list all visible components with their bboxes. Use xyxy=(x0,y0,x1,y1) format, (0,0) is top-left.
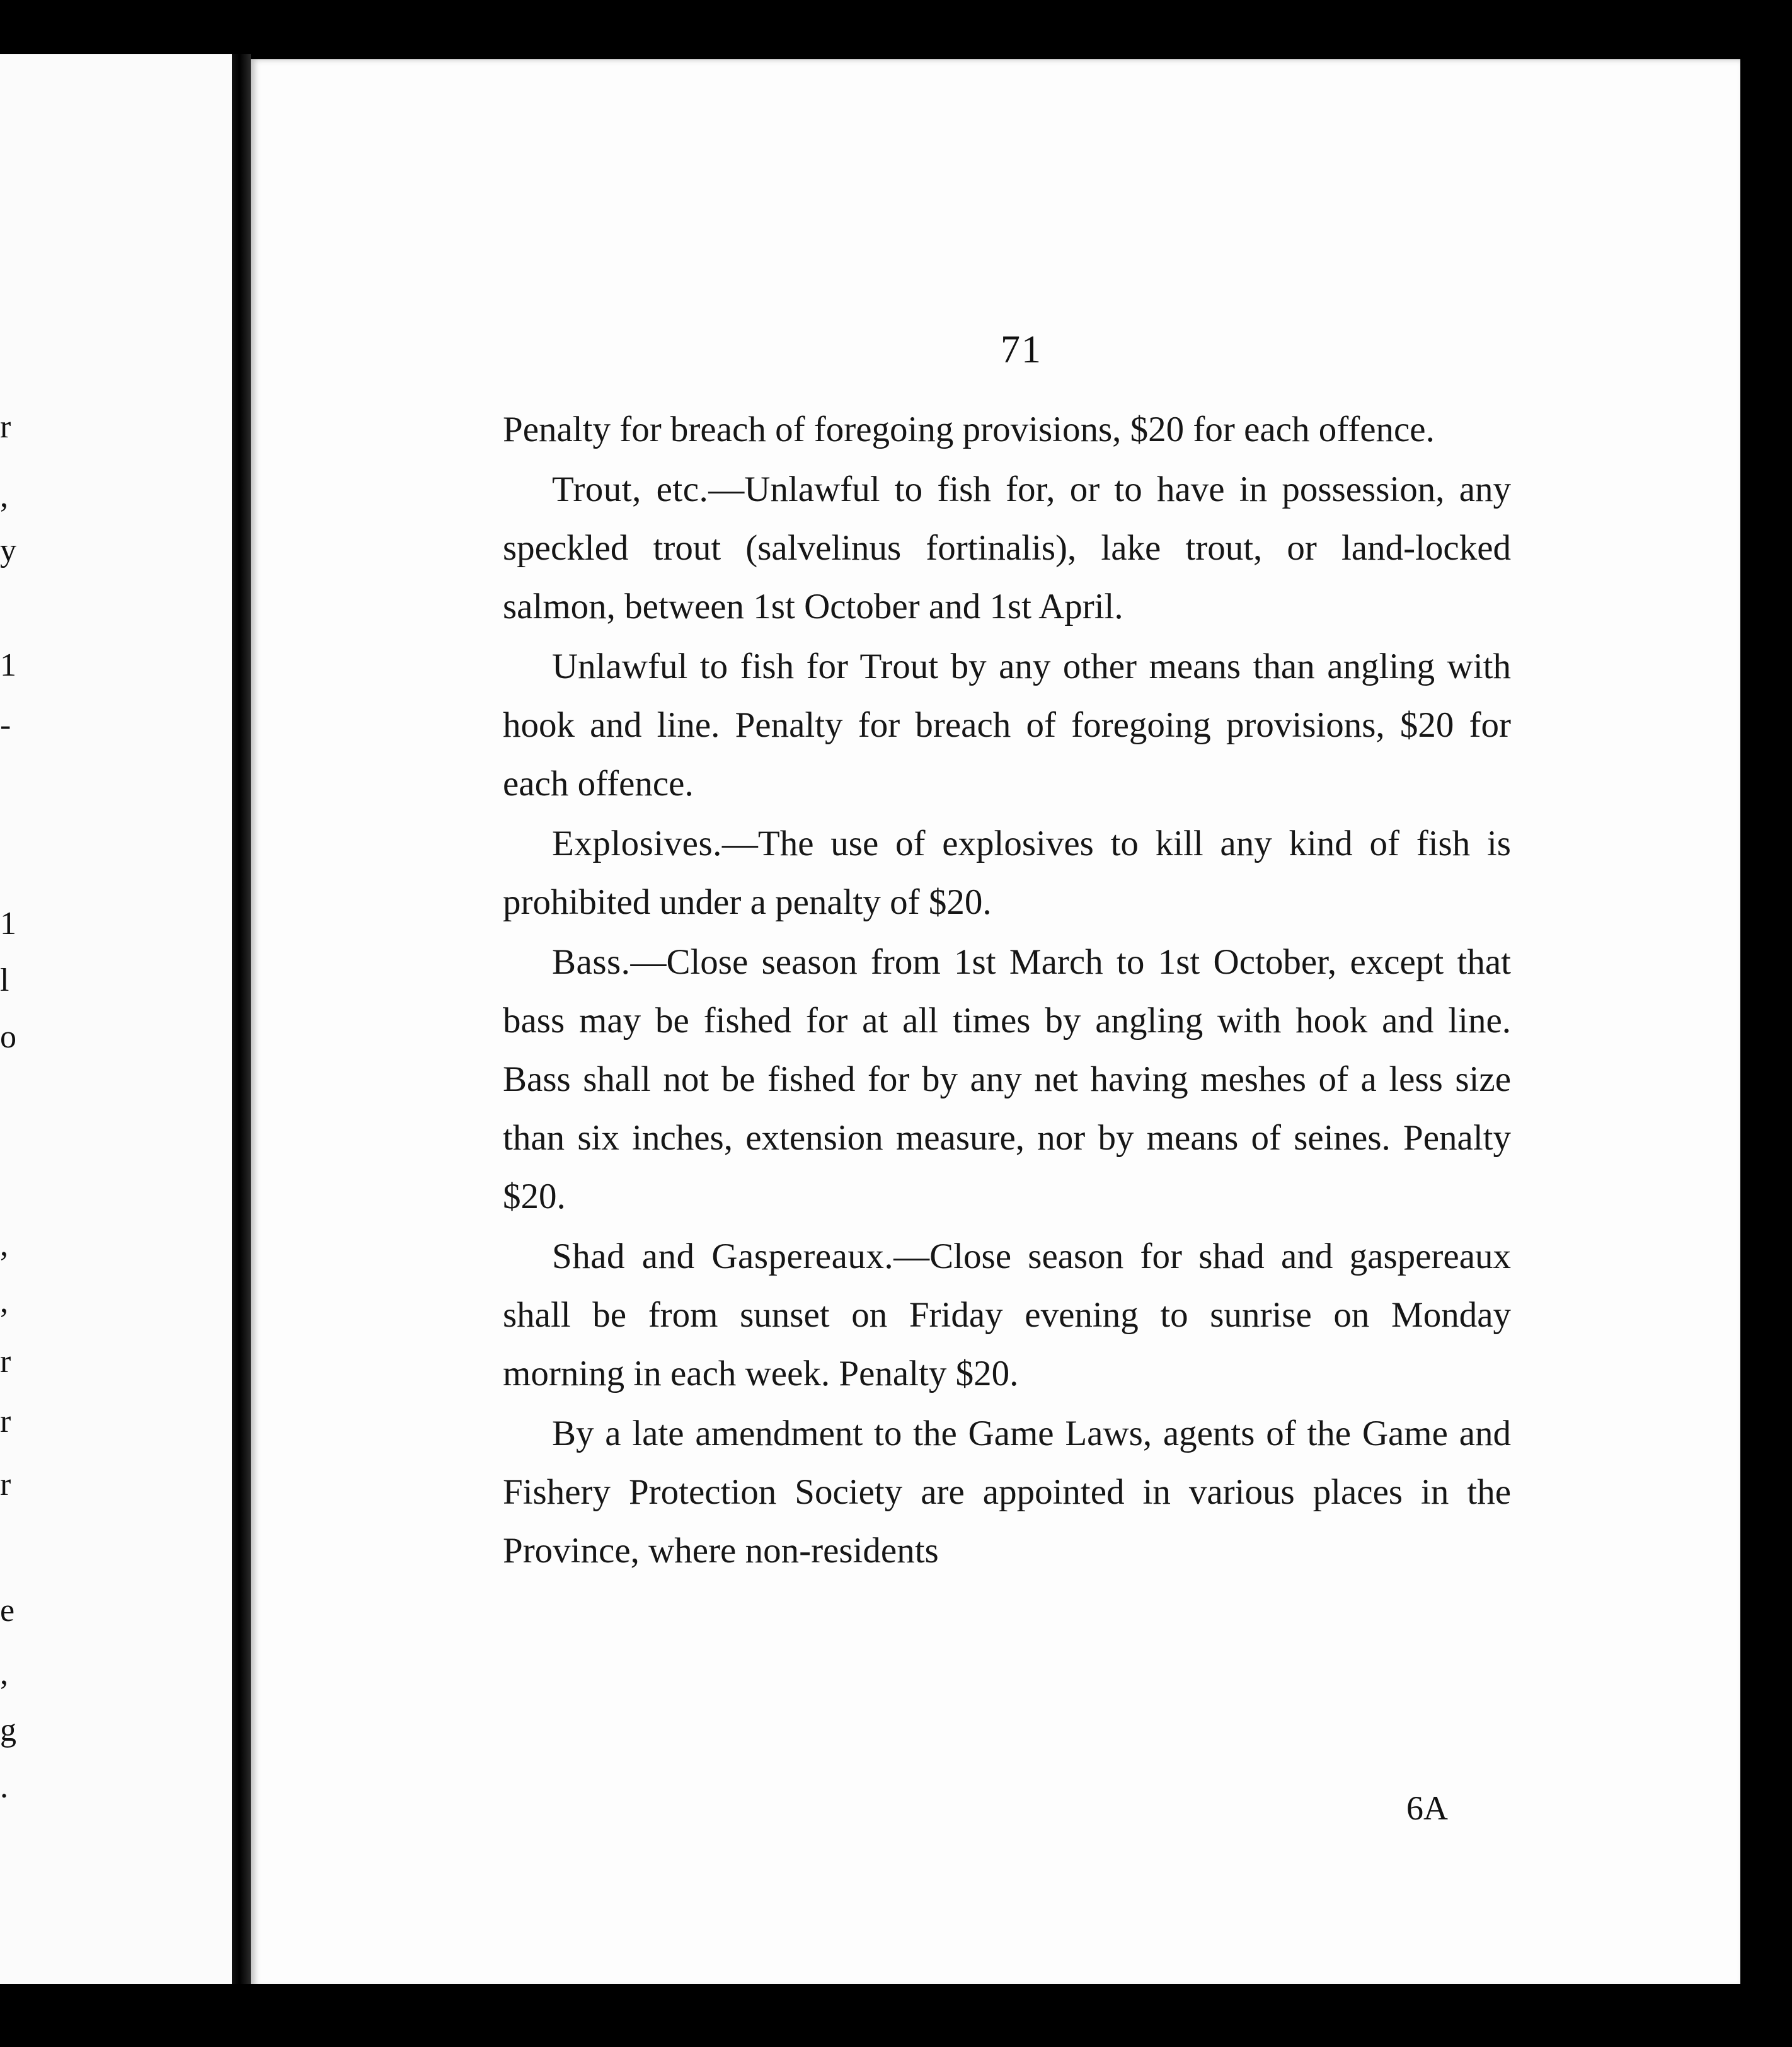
margin-fragment: y xyxy=(0,533,16,568)
paragraph-text: Penalty for breach of foregoing provisions, $20 for each offence. xyxy=(503,410,1435,449)
margin-fragment: r xyxy=(0,409,11,445)
margin-fragment: o xyxy=(0,1019,16,1055)
paragraph xyxy=(503,460,1511,636)
paragraph xyxy=(503,1227,1511,1403)
margin-fragment: . xyxy=(0,1769,8,1805)
page-number: 71 xyxy=(1001,328,1042,371)
paragraph-text: By a late amendment to the Game Laws, agents of the Game and Fishery Protection Society are appointed in various places in the Province, where non-residents xyxy=(503,1414,1511,1571)
margin-fragment: r xyxy=(0,1404,11,1439)
scan-right-border xyxy=(1740,59,1792,1988)
left-page-margin-fragments xyxy=(0,54,232,1985)
paragraph xyxy=(503,637,1511,813)
margin-fragment: , xyxy=(0,478,8,514)
paragraph-lead: Bass. xyxy=(552,942,631,982)
paragraph xyxy=(503,814,1511,931)
margin-fragment: r xyxy=(0,1467,11,1502)
left-page xyxy=(0,54,232,1985)
paragraph-text: —Close season from 1st March to 1st October, except that bass may be fished for at all times by angling with hook and line. Bass shall not be fished for by any net having meshes of a less size than six inches, extension measure, nor by means of seines. Penalty $20. xyxy=(503,942,1511,1216)
book-gutter xyxy=(232,54,251,1985)
margin-fragment: 1 xyxy=(0,906,16,942)
paragraph-lead: Shad and Gaspereaux. xyxy=(552,1237,894,1276)
paragraph xyxy=(503,1404,1511,1580)
scan-bottom-border xyxy=(0,1984,1792,2047)
margin-fragment: , xyxy=(0,1284,8,1320)
margin-fragment: e xyxy=(0,1593,15,1629)
margin-fragment: , xyxy=(0,1227,8,1263)
page-body xyxy=(503,400,1511,1581)
paragraph xyxy=(503,400,1511,459)
paragraph xyxy=(503,933,1511,1226)
paragraph-text: —Unlawful to fish for, or to have in possession, any speckled trout (salvelinus fortinalis), lake trout, or land-locked salmon, between 1st October and 1st April. xyxy=(503,470,1511,626)
margin-fragment: 1 xyxy=(0,647,16,683)
paragraph-text: —Close season for shad and gaspereaux shall be from sunset on Friday evening to sunrise on Monday morning in each week. Penalty $20. xyxy=(503,1237,1511,1393)
scan-top-border xyxy=(0,0,1792,55)
margin-fragment: l xyxy=(0,962,9,998)
margin-fragment: r xyxy=(0,1344,11,1380)
paragraph-lead: Explosives. xyxy=(552,824,722,863)
paragraph-lead: Trout, etc. xyxy=(552,470,709,509)
signature-mark: 6A xyxy=(1406,1789,1448,1827)
margin-fragment: - xyxy=(0,707,11,743)
margin-fragment: , xyxy=(0,1656,8,1692)
paragraph-text: Unlawful to fish for Trout by any other means than angling with hook and line. Penalty for breach of foregoing provisions, $20 for each offence. xyxy=(503,647,1511,804)
margin-fragment: g xyxy=(0,1712,16,1748)
paragraph-text: —The use of explosives to kill any kind of fish is prohibited under a penalty of $20. xyxy=(503,824,1511,922)
